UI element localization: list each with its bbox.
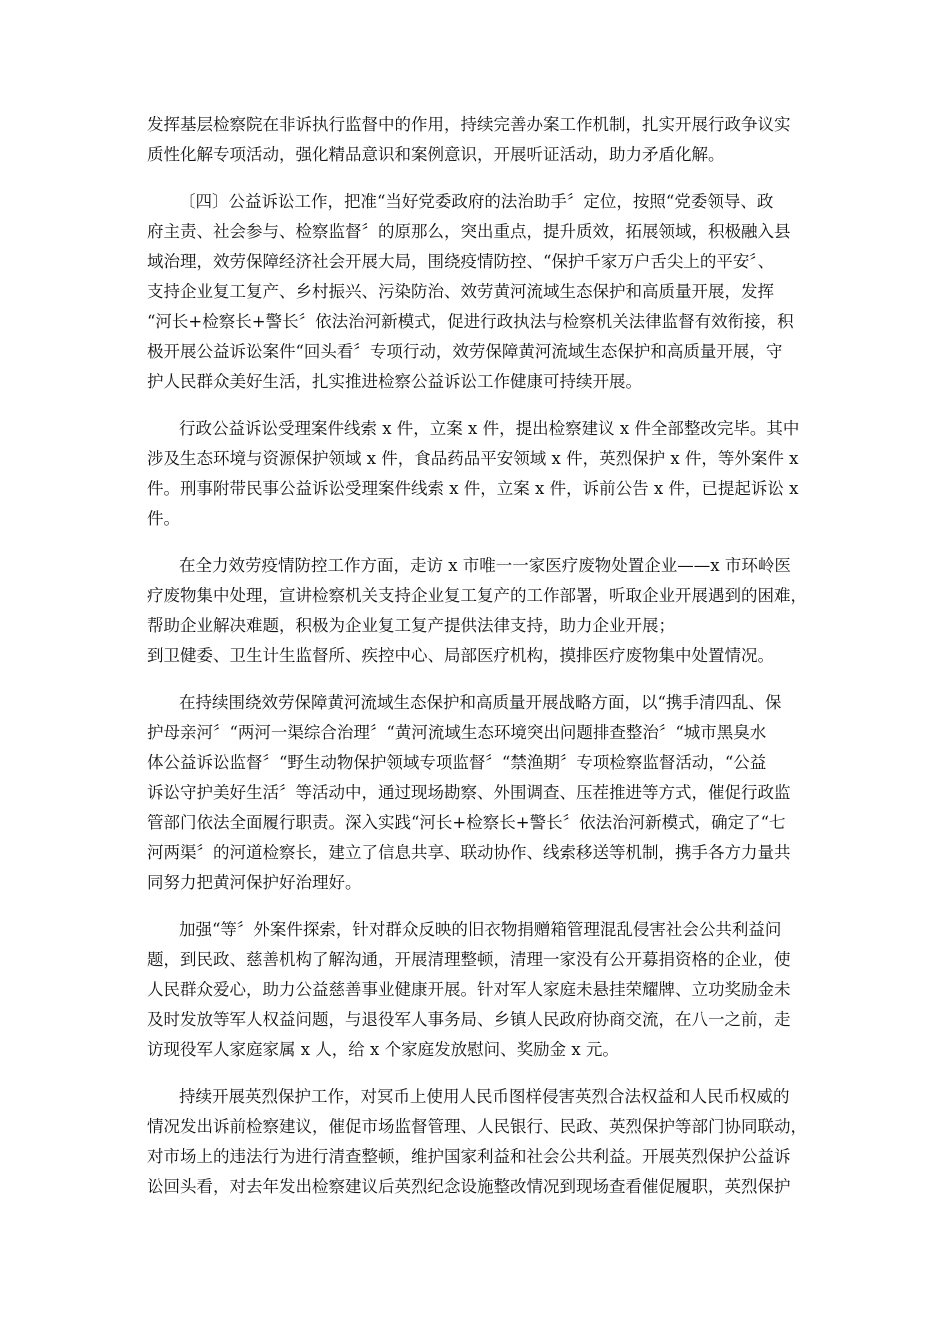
text-line: 在持续围绕效劳保障黄河流域生态保护和高质量开展战略方面，以“携手清四乱、保 xyxy=(179,693,782,712)
paragraph-other-cases xyxy=(147,915,807,1065)
text-line: 诉讼守护美好生活〞等活动中，通过现场勘察、外围调查、压茬推进等方式，催促行政监 xyxy=(147,783,791,802)
text-line: 护人民群众美好生活，扎实推进检察公益诉讼工作健康可持续开展。 xyxy=(147,372,642,391)
document-body xyxy=(147,110,807,1202)
text-line: 域治理，效劳保障经济社会开展大局，围绕疫情防控、“保护千家万户舌尖上的平安〞、 xyxy=(147,252,775,271)
text-line: 体公益诉讼监督〞“野生动物保护领域专项监督〞“禁渔期〞专项检察监督活动，“公益 xyxy=(147,753,767,772)
text-line: 极开展公益诉讼案件“回头看〞专项行动，效劳保障黄河流域生态保护和高质量开展，守 xyxy=(147,342,783,361)
text-line: 〔四〕公益诉讼工作，把准“当好党委政府的法治助手〞定位，按照“党委领导、政 xyxy=(179,192,774,211)
text-line: 情况发出诉前检察建议，催促市场监督管理、人民银行、民政、英烈保护等部门协同联动， xyxy=(147,1117,807,1136)
text-line: 加强“等〞外案件探索，针对群众反映的旧衣物捐赠箱管理混乱侵害社会公共利益问 xyxy=(179,920,782,939)
text-line: 同努力把黄河保护好治理好。 xyxy=(147,873,362,892)
text-line: 河两渠〞的河道检察长，建立了信息共享、联动协作、线索移送等机制，携手各方力量共 xyxy=(147,843,791,862)
text-line: “河长+检察长+警长〞依法治河新模式，促进行政执法与检察机关法律监督有效衔接，积 xyxy=(147,312,794,331)
text-line: 发挥基层检察院在非诉执行监督中的作用，持续完善办案工作机制，扎实开展行政争议实 xyxy=(147,115,791,134)
paragraph-hero-protection xyxy=(147,1082,807,1202)
paragraph-public-interest-litigation xyxy=(147,187,807,397)
text-line: 访现役军人家庭家属 x 人，给 x 个家庭发放慰问、奖励金 x 元。 xyxy=(147,1040,619,1059)
paragraph-case-statistics xyxy=(147,414,807,534)
text-line: 及时发放等军人权益问题，与退役军人事务局、乡镇人民政府协商交流，在八一之前，走 xyxy=(147,1010,791,1029)
text-line: 帮助企业解决难题，积极为企业复工复产提供法律支持，助力企业开展； xyxy=(147,616,675,635)
text-line: 到卫健委、卫生计生监督所、疾控中心、局部医疗机构，摸排医疗废物集中处置情况。 xyxy=(147,646,774,665)
text-line: 管部门依法全面履行职责。深入实践“河长+检察长+警长〞依法治河新模式，确定了“七 xyxy=(147,813,786,832)
paragraph-nonlitigation-supervision xyxy=(147,110,807,170)
text-line: 在全力效劳疫情防控工作方面，走访 x 市唯一一家医疗废物处置企业——x 市环岭医 xyxy=(179,556,791,575)
text-line: 人民群众爱心，助力公益慈善事业健康开展。针对军人家庭未悬挂荣耀牌、立功奖励金未 xyxy=(147,980,791,999)
text-line: 行政公益诉讼受理案件线索 x 件，立案 x 件，提出检察建议 x 件全部整改完毕。其中 xyxy=(179,419,800,438)
text-line: 府主责、社会参与、检察监督〞的原那么，突出重点，提升质效，拓展领域，积极融入县 xyxy=(147,222,791,241)
text-line: 疗废物集中处理，宣讲检察机关支持企业复工复产的工作部署，听取企业开展遇到的困难， xyxy=(147,586,807,605)
text-line: 讼回头看，对去年发出检察建议后英烈纪念设施整改情况到现场查看催促履职，英烈保护 xyxy=(147,1177,791,1196)
text-line: 护母亲河〞“两河一渠综合治理〞“黄河流域生态环境突出问题排查整治〞“城市黑臭水 xyxy=(147,723,767,742)
text-line: 题，到民政、慈善机构了解沟通，开展清理整顿，清理一家没有公开募捐资格的企业，使 xyxy=(147,950,791,969)
text-line: 对市场上的违法行为进行清查整顿，维护国家利益和社会公共利益。开展英烈保护公益诉 xyxy=(147,1147,791,1166)
text-line: 涉及生态环境与资源保护领域 x 件，食品药品平安领域 x 件，英烈保护 x 件，等外案件 x xyxy=(147,449,799,468)
paragraph-yellow-river-protection xyxy=(147,688,807,898)
text-line: 持续开展英烈保护工作，对冥币上使用人民币图样侵害英烈合法权益和人民币权威的 xyxy=(179,1087,790,1106)
text-line: 件。刑事附带民事公益诉讼受理案件线索 x 件，立案 x 件，诉前公告 x 件，已提起诉讼 x xyxy=(147,479,799,498)
text-line: 质性化解专项活动，强化精品意识和案例意识，开展听证活动，助力矛盾化解。 xyxy=(147,145,725,164)
paragraph-epidemic-prevention xyxy=(147,551,807,671)
text-line: 件。 xyxy=(147,509,180,528)
text-line: 支持企业复工复产、乡村振兴、污染防治、效劳黄河流域生态保护和高质量开展，发挥 xyxy=(147,282,774,301)
